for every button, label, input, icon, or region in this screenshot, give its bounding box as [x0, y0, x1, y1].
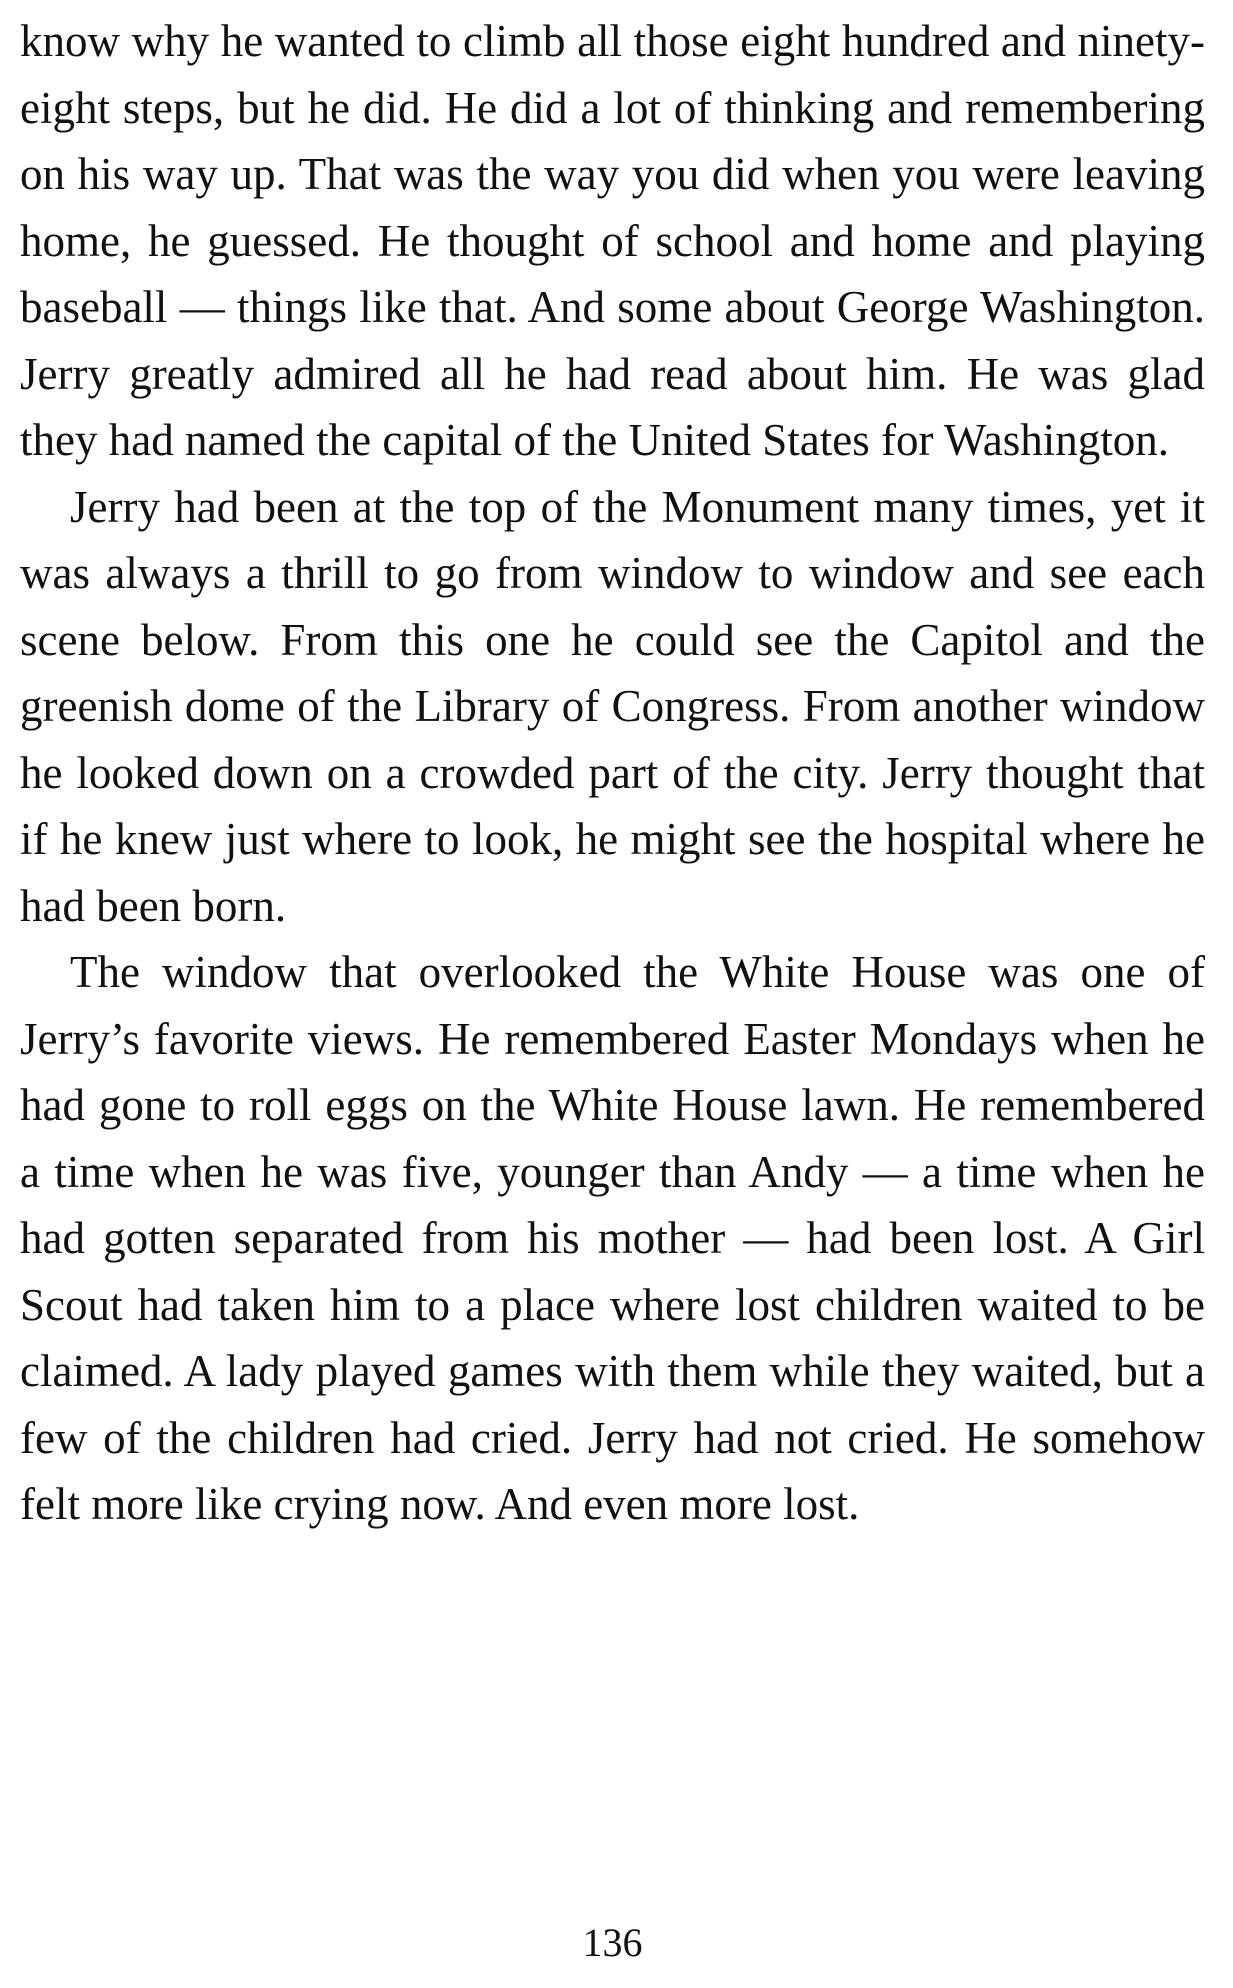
paragraph-1: know why he wanted to climb all those eight hundred and ninety-eight steps, but he did. He did a lot of thinking and remembering on his way up. That was the way you did when you were leaving home, he guessed. He thought of school and home and playing baseball — things like that. And some about George Washington. Jerry greatly admired all he had read about him. He was glad they had named the capital of the United States for Washington.	[20, 16, 1205, 465]
paragraph-2: Jerry had been at the top of the Monument many times, yet it was always a thrill to go from window to window and see each scene below. From this one he could see the Capitol and the greenish dome of the Library of Congress. From another window he looked down on a crowded part of the city. Jerry thought that if he knew just where to look, he might see the hospital where he had been born.	[20, 481, 1205, 931]
page-number: 136	[582, 1920, 643, 1965]
book-page	[20, 8, 1205, 1968]
paragraph-3: The window that overlooked the White House was one of Jerry’s favorite views. He remembered Easter Mondays when he had gone to roll eggs on the White House lawn. He remembered a time when he was five, younger than Andy — a time when he had gotten separated from his mother — had been lost. A Girl Scout had taken him to a place where lost children waited to be claimed. A lady played games with them while they waited, but a few of the children had cried. Jerry had not cried. He somehow felt more like crying now. And even more lost.	[20, 947, 1205, 1529]
